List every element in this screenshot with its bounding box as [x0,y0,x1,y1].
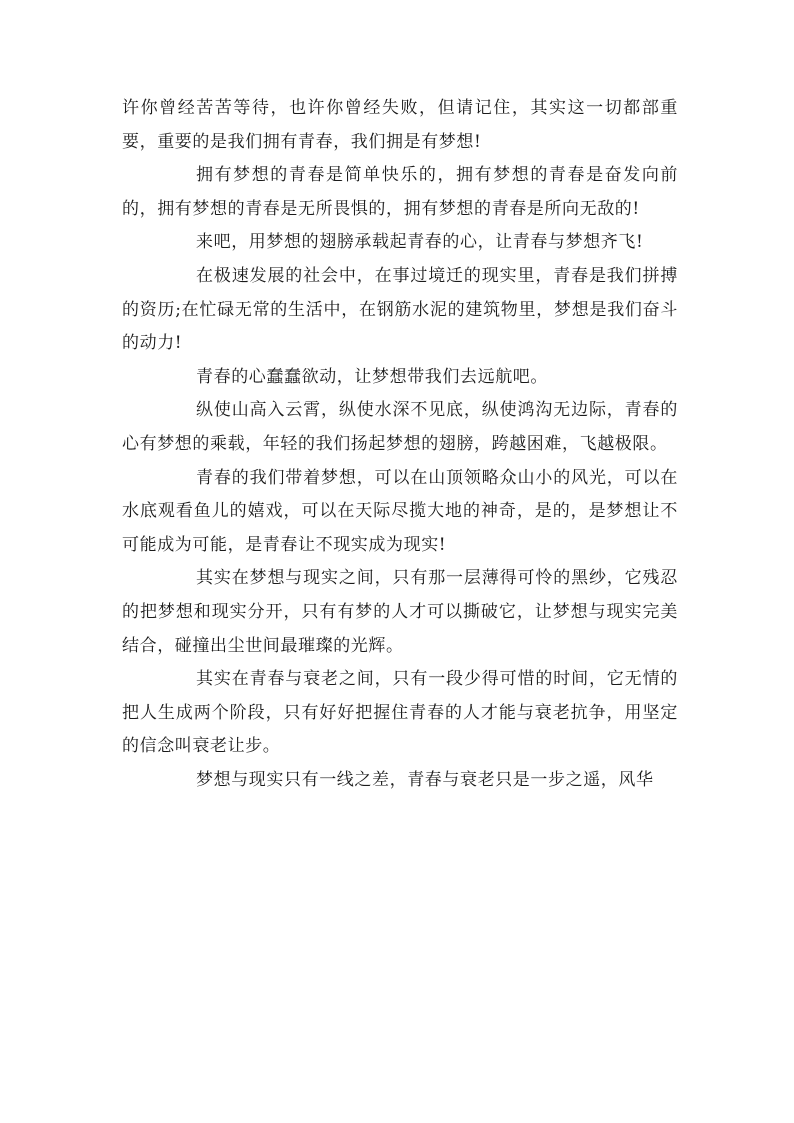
paragraph-8: 其实在梦想与现实之间，只有那一层薄得可怜的黑纱，它残忍的把梦想和现实分开，只有有梦的人才可以撕破它，让梦想与现实完美结合，碰撞出尘世间最璀璨的光辉。 [122,568,678,656]
paragraph-3: 来吧，用梦想的翅膀承载起青春的心，让青春与梦想齐飞! [196,232,644,253]
paragraph-10: 梦想与现实只有一线之差，青春与衰老只是一步之遥，风华 [196,769,654,790]
paragraph-5: 青春的心蠢蠢欲动，让梦想带我们去远航吧。 [196,366,548,387]
paragraph-7: 青春的我们带着梦想，可以在山顶领略众山小的风光，可以在水底观看鱼儿的嬉戏，可以在天际尽揽大地的神奇，是的，是梦想让不可能成为可能，是青春让不现实成为现实! [122,467,678,555]
paragraph-1: 许你曾经苦苦等待，也许你曾经失败，但请记住，其实这一切都部重要，重要的是我们拥有青春，我们拥是有梦想! [122,98,678,152]
paragraph-9: 其实在青春与衰老之间，只有一段少得可惜的时间，它无情的把人生成两个阶段，只有好好把握住青春的人才能与衰老抗争，用坚定的信念叫衰老让步。 [122,669,678,757]
paragraph-6: 纵使山高入云霄，纵使水深不见底，纵使鸿沟无边际，青春的心有梦想的乘载，年轻的我们扬起梦想的翅膀，跨越困难，飞越极限。 [122,400,678,454]
paragraph-2: 拥有梦想的青春是简单快乐的，拥有梦想的青春是奋发向前的，拥有梦想的青春是无所畏惧的，拥有梦想的青春是所向无敌的! [122,165,678,219]
document-body [122,92,678,797]
paragraph-4: 在极速发展的社会中，在事过境迁的现实里，青春是我们拼搏的资历;在忙碌无常的生活中，在钢筋水泥的建筑物里，梦想是我们奋斗的动力! [122,265,678,354]
